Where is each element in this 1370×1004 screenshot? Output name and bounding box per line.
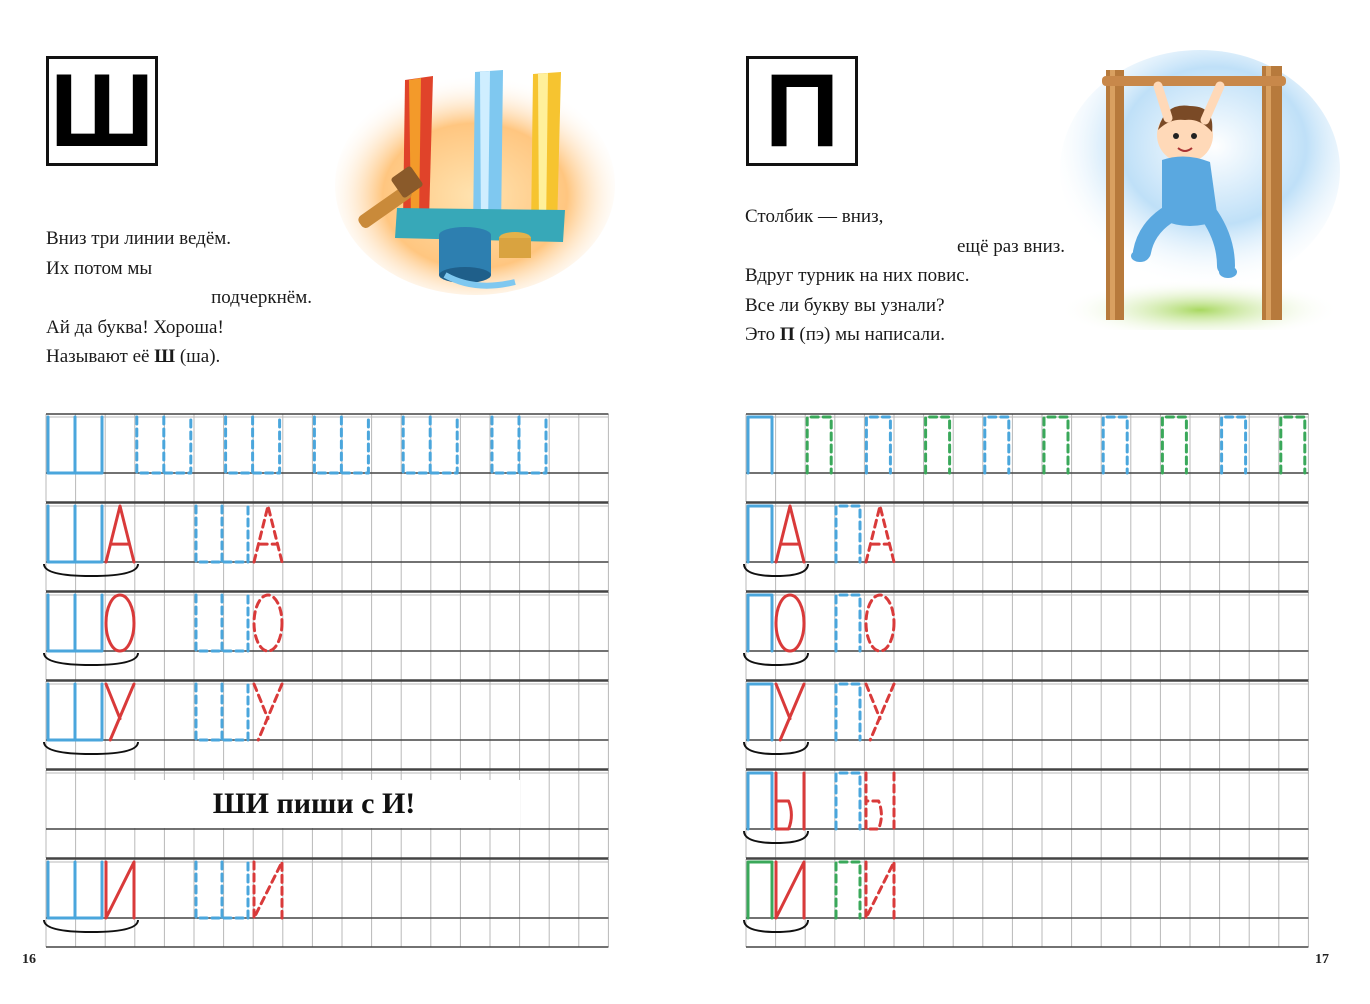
pair-letter-trace bbox=[866, 506, 894, 562]
pair-letter-trace bbox=[254, 506, 282, 562]
pair-letter-trace bbox=[866, 684, 894, 740]
guide-letter bbox=[48, 862, 102, 918]
poem-line: Вниз три линии ведём. bbox=[46, 228, 232, 249]
syllable-arc bbox=[44, 564, 138, 576]
guide-letter-trace bbox=[836, 862, 860, 918]
pair-letter bbox=[776, 595, 804, 651]
poem-line: Все ли букву вы узнали? bbox=[745, 294, 945, 316]
pair-letter bbox=[106, 684, 134, 740]
guide-letter-trace bbox=[196, 595, 248, 651]
poem-line: подчеркнём. bbox=[211, 287, 312, 308]
guide-letter bbox=[748, 417, 772, 473]
guide-letter bbox=[1044, 417, 1068, 473]
guide-letter bbox=[48, 506, 102, 562]
guide-letter-trace bbox=[836, 773, 860, 829]
guide-letter bbox=[48, 595, 102, 651]
poem-line: ещё раз вниз. bbox=[957, 235, 1065, 257]
letter-card-pe: П bbox=[746, 56, 858, 166]
guide-letter-trace bbox=[836, 684, 860, 740]
guide-letter-trace bbox=[836, 506, 860, 562]
guide-letter bbox=[1162, 417, 1186, 473]
pair-letter bbox=[776, 506, 804, 562]
writing-grid-right bbox=[685, 0, 1370, 1004]
guide-letter-trace bbox=[196, 506, 248, 562]
guide-letter bbox=[492, 417, 546, 473]
pair-letter-trace bbox=[254, 862, 282, 918]
guide-letter bbox=[314, 417, 368, 473]
guide-letter-trace bbox=[196, 684, 248, 740]
pair-letter bbox=[776, 684, 804, 740]
guide-letter bbox=[748, 862, 772, 918]
pair-letter-trace bbox=[866, 595, 894, 651]
poem-line: Их потом мы bbox=[46, 257, 153, 279]
poem-line: Ай да буква! Хороша! bbox=[46, 316, 224, 338]
guide-letter bbox=[748, 773, 772, 829]
guide-letter bbox=[48, 417, 102, 473]
guide-letter bbox=[807, 417, 831, 473]
page-number-right: 17 bbox=[1315, 952, 1329, 967]
guide-letter bbox=[403, 417, 457, 473]
guide-letter bbox=[1281, 417, 1305, 473]
guide-letter-trace bbox=[836, 595, 860, 651]
page-right bbox=[685, 0, 1370, 1004]
guide-letter bbox=[748, 595, 772, 651]
poem-line: Вдруг турник на них повис. bbox=[745, 265, 970, 286]
poem-line: Это П (пэ) мы написали. bbox=[745, 324, 946, 345]
guide-letter bbox=[748, 684, 772, 740]
syllable-arc bbox=[44, 653, 138, 665]
pair-letter bbox=[106, 862, 134, 918]
pair-letter bbox=[776, 862, 804, 918]
poem-line: Столбик — вниз, bbox=[745, 206, 884, 227]
guide-letter bbox=[48, 684, 102, 740]
guide-letter bbox=[226, 417, 280, 473]
pair-letter-trace bbox=[866, 862, 894, 918]
pair-letter bbox=[106, 506, 134, 562]
pair-letter-trace bbox=[866, 773, 894, 829]
guide-letter bbox=[1103, 417, 1127, 473]
guide-letter bbox=[866, 417, 890, 473]
guide-letter bbox=[748, 506, 772, 562]
pair-letter-trace bbox=[254, 595, 282, 651]
poem-line: Называют её Ш (ша). bbox=[46, 346, 221, 367]
guide-letter bbox=[985, 417, 1009, 473]
page-number-left: 16 bbox=[22, 952, 36, 967]
syllable-arc bbox=[44, 920, 138, 932]
pair-letter bbox=[106, 595, 134, 651]
pair-letter-trace bbox=[254, 684, 282, 740]
letter-card-sha: Ш bbox=[46, 56, 158, 166]
guide-letter-trace bbox=[196, 862, 248, 918]
guide-letter bbox=[137, 417, 191, 473]
syllable-arc bbox=[44, 742, 138, 754]
guide-letter bbox=[1222, 417, 1246, 473]
guide-letter bbox=[926, 417, 950, 473]
rule-banner-shi: ШИ пиши с И! bbox=[108, 780, 520, 828]
pair-letter bbox=[776, 773, 804, 829]
